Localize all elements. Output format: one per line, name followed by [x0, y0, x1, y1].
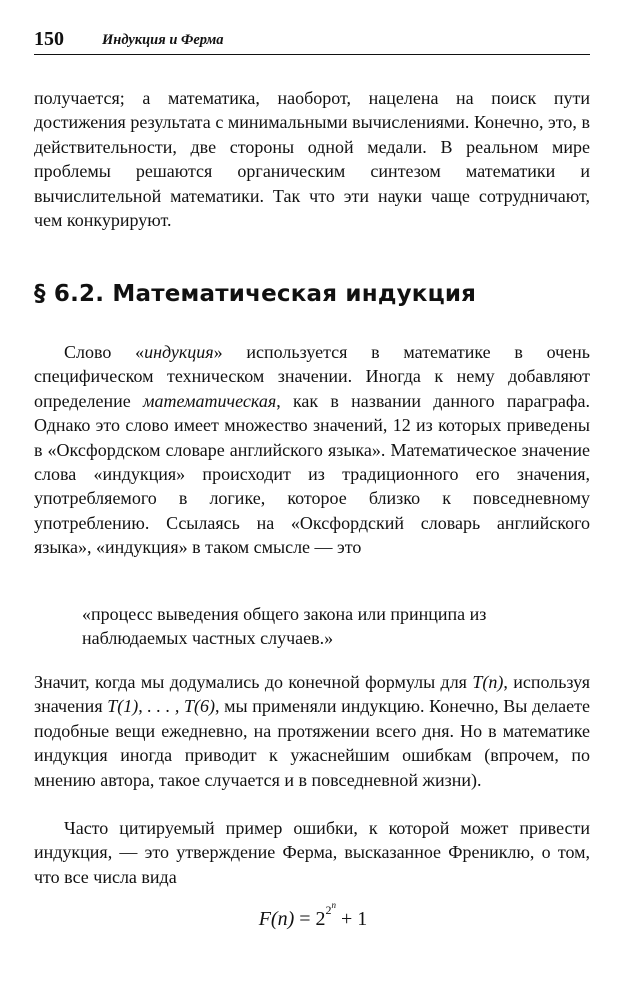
formula-exponent: [325, 900, 337, 917]
fermat-formula: [0, 900, 626, 931]
text-run: » используется в математике в очень специфическом техническом значении. Иногда к нему добавляют определение: [34, 342, 590, 411]
exponent-base: 2: [325, 903, 332, 917]
formula-tail: + 1: [336, 908, 368, 930]
text-run: , используя значения: [34, 672, 590, 717]
formula-equals-base: = 2: [294, 908, 326, 930]
paragraph-induction-definition: [34, 340, 590, 560]
running-header: [34, 28, 590, 55]
paragraph-fermat: Часто цитируемый пример ошибки, к которой может привести индукция, — это утверждение Ферма, высказанное Френиклю, о том, что все числа вида: [34, 818, 590, 887]
block-quote: «процесс выведения общего закона или принципа из наблюдаемых частных случаев.»: [82, 604, 487, 649]
emphasis-induction: индукция: [144, 342, 214, 362]
math-inline: T(1), . . . , T(6): [107, 696, 216, 717]
formula-lhs: F(n): [258, 908, 295, 930]
math-inline: T(n): [472, 672, 504, 692]
text-run: Слово «: [64, 342, 145, 362]
text-run: , как в названии данного параграфа. Однако это слово имеет множество значений, 12 из которых приведены в «Оксфордском словаре английского языка». Математическое значение слова «индукция» происходит из традиционного его значения, употребляемого в логике, которое близко к повседневному употреблению. Ссылаясь на «Оксфордский словарь английского языка», «индукция» в таком смысле — это: [34, 390, 590, 558]
paragraph-induction-example: [34, 670, 590, 792]
section-title: § 6.2. Математическая индукция: [34, 281, 477, 307]
paragraph-intro: получается; а математика, наоборот, нацелена на поиск пути достижения результата с минимальными вычислениями. Конечно, это, в действительности, две стороны одной медали. В реальном мире проблемы решаются органическим синтезом математики и вычислительной математики. Так что эти науки чаще сотрудничают, чем конкурируют.: [34, 88, 590, 231]
text-run: Значит, когда мы додумались до конечной формулы для: [34, 672, 473, 692]
emphasis-mathematical: математическая: [143, 390, 277, 411]
running-head-title: Индукция и Ферма: [102, 32, 224, 48]
exponent-exponent: n: [331, 900, 337, 910]
text-run: , мы применяли индукцию. Конечно, Вы делаете подобные вещи ежедневно, на протяжении всего дня. Но в математике индукция иногда приводит к ужаснейшим ошибкам (впрочем, по мнению автора, такое случается и в повседневной жизни).: [34, 696, 590, 790]
page-number: 150: [34, 28, 64, 50]
